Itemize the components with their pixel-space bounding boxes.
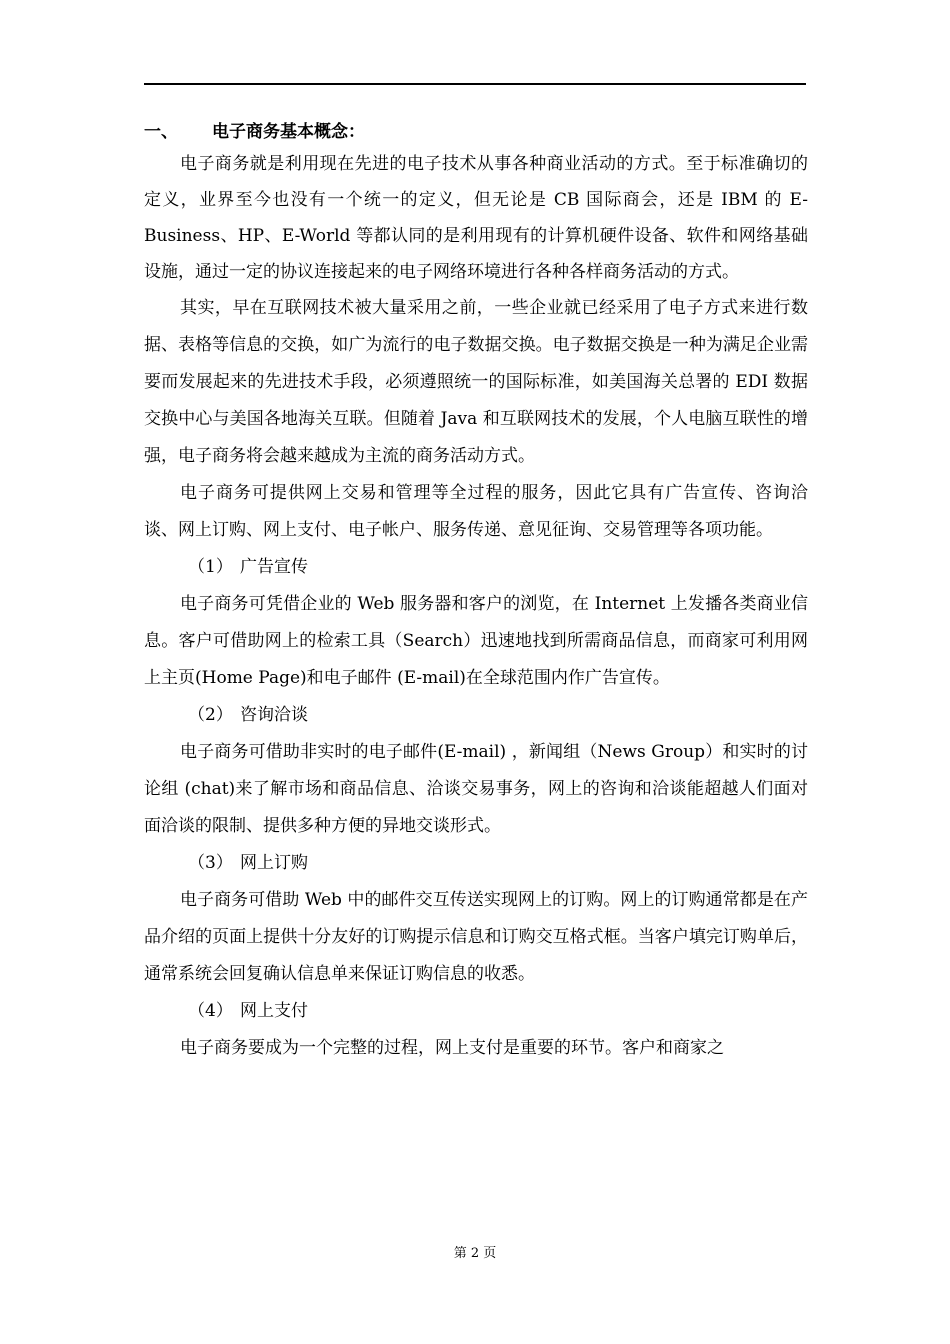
section-title: 电子商务基本概念： [212,122,365,142]
item-text-ordering: 电子商务可借助 Web 中的邮件交互传送实现网上的订购。网上的订购通常都是在产品介绍的页面上提供十分友好的订购提示信息和订购交互格式框。当客户填完订购单后，通常系统会回复确认信息单来保证订购信息的收悉。 [144,890,808,984]
item-text-advertising: 电子商务可凭借企业的 Web 服务器和客户的浏览，在 Internet 上发播各类商业信息。客户可借助网上的检索工具（Search）迅速地找到所需商品信息，而商家可利用网上主页(Home Page)和电子邮件 (E-mail)在全球范围内作广告宣传。 [144,594,808,688]
item-text-consulting: 电子商务可借助非实时的电子邮件(E-mail) ，新闻组（News Group）和实时的讨论组 (chat)来了解市场和商品信息、洽谈交易事务，网上的咨询和洽谈能超越人们面对面洽谈的限制、提供多种方便的异地交谈形式。 [144,742,808,836]
item-number: （2） [188,705,233,725]
item-title: 网上订购 [240,853,308,873]
section-heading [144,118,808,146]
body-text [144,118,808,1067]
item-text-payment: 电子商务要成为一个完整的过程，网上支付是重要的环节。客户和商家之 [180,1038,724,1058]
item-number: （4） [188,1001,233,1021]
item-title: 广告宣传 [240,557,308,577]
item-heading-ordering [144,845,808,882]
page-number: 第 2 页 [453,1246,497,1261]
paragraph-history: 其实，早在互联网技术被大量采用之前，一些企业就已经采用了电子方式来进行数据、表格等信息的交换，如广为流行的电子数据交换。电子数据交换是一种为满足企业需要而发展起来的先进技术手段，必须遵照统一的国际标准，如美国海关总署的 EDI 数据交换中心与美国各地海关互联。但随着 Java 和互联网技术的发展，个人电脑互联性的增强，电子商务将会越来越成为主流的商务活动方式。 [144,298,808,466]
item-number: （3） [188,853,233,873]
item-number: （1） [188,557,233,577]
item-title: 咨询洽谈 [240,705,308,725]
item-heading-payment [144,993,808,1030]
paragraph-definition: 电子商务就是利用现在先进的电子技术从事各种商业活动的方式。至于标准确切的定义，业界至今也没有一个统一的定义，但无论是 CB 国际商会，还是 IBM 的 E-Business、HP、E-World 等都认同的是利用现有的计算机硬件设备、软件和网络基础设施，通过一定的协议连接起来的电子网络环境进行各种各样商务活动的方式。 [144,154,808,282]
paragraph-functions: 电子商务可提供网上交易和管理等全过程的服务，因此它具有广告宣传、咨询洽谈、网上订购、网上支付、电子帐户、服务传递、意见征询、交易管理等各项功能。 [144,483,808,540]
item-heading-advertising [144,549,808,586]
item-title: 网上支付 [240,1001,308,1021]
item-heading-consulting [144,697,808,734]
header-rule [144,83,806,85]
section-number: 一、 [144,122,178,142]
